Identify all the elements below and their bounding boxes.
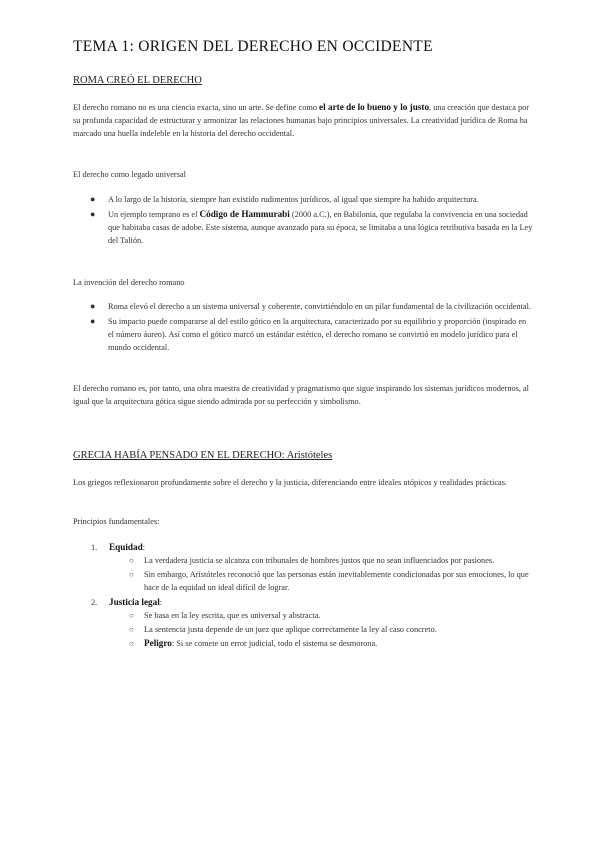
circle-bullet-icon: ○: [129, 556, 134, 565]
principios-label: Principios fundamentales:: [73, 517, 160, 526]
roma-intro-bold: el arte de lo bueno y lo justo: [319, 102, 430, 112]
bullet-icon: ●: [90, 209, 96, 219]
principio-sublist: [109, 554, 533, 594]
legado-list: [73, 193, 533, 249]
principio-item: 1. Equidad: ○ La verdadera justicia se alcanza con tribunales de hombres justos que no sean influenciados por pasiones. ○ Sin embargo, Aristóteles reconoció que las personas están inevitablemente condicionadas por sus emociones, lo que hace de la equidad un ideal difícil de lograr.: [73, 541, 533, 594]
circle-bullet-icon: ○: [129, 570, 134, 579]
circle-bullet-icon: ○: [129, 611, 134, 620]
bullet-icon: ●: [90, 194, 96, 204]
subitem-text: Sin embargo, Aristóteles reconoció que las personas están inevitablemente condicionadas por sus emociones, lo que hace de la equidad un ideal difícil de lograr.: [144, 570, 529, 592]
list-item: [73, 208, 533, 247]
list-number: 2.: [91, 598, 98, 607]
bullet-icon: ●: [90, 316, 96, 326]
subitem-text: La sentencia justa depende de un juez que aplique correctamente la ley al caso concreto.: [144, 625, 437, 634]
sub-list-item: [109, 554, 533, 567]
legado-item-text: Un ejemplo temprano es el: [108, 210, 200, 219]
principio-item: 2. Justicia legal: ○ Se basa en la ley escrita, que es universal y abstracta. ○ La sentencia justa depende de un juez que aplique correctamente la ley al caso concreto. ○ Peligro: Si se comete un error judicial, todo el sistema se desmorona.: [73, 596, 533, 650]
circle-bullet-icon: ○: [129, 625, 134, 634]
roma-intro-text-a: El derecho romano no es una ciencia exacta, sino un arte. Se define como: [73, 103, 320, 112]
principios-list: [73, 541, 533, 651]
list-item: [73, 300, 533, 313]
principio-sublist: [109, 609, 533, 650]
principio-label: Justicia legal: [109, 597, 160, 607]
list-item: [73, 193, 533, 206]
invencion-item-text: Roma elevó el derecho a un sistema universal y coherente, convirtiéndolo en un pilar fundamental de la civilización occidental.: [108, 302, 531, 311]
list-item: [73, 315, 533, 354]
subitem-text: : Si se comete un error judicial, todo el sistema se desmorona.: [171, 639, 378, 648]
sub-list-item: [109, 568, 533, 594]
roma-intro-text-b: , una creación que destaca por su profunda capacidad de estructurar y armonizar las relaciones humanas bajo principios universales. La creatividad jurídica de Roma ha marcado una huella indeleble en la historia del derecho occidental.: [73, 103, 530, 138]
hammurabi-bold: Código de Hammurabi: [199, 209, 290, 219]
section-heading-roma: ROMA CREÓ EL DERECHO: [73, 75, 202, 86]
roma-conclusion: El derecho romano es, por tanto, una obra maestra de creatividad y pragmatismo que sigue inspirando los sistemas jurídicos modernos, al igual que la arquitectura gótica sigue siendo admirada por su perfección y simbolismo.: [73, 384, 529, 406]
peligro-bold: Peligro: [144, 638, 172, 648]
legado-item-text: A lo largo de la historia, siempre han existido rudimentos jurídicos, al igual que siempre ha habido arquitectura.: [108, 195, 479, 204]
invencion-item-text: Su impacto puede compararse al del estilo gótico en la arquitectura, caracterizado por su equilibrio y proporción (inspirado en el número áureo). Así como el gótico marcó un estándar estético, el derecho romano se convirtió en modelo jurídico para el mundo occidental.: [108, 317, 527, 352]
sub-list-item: [109, 609, 533, 622]
document-title: TEMA 1: ORIGEN DEL DERECHO EN OCCIDENTE: [73, 38, 433, 55]
circle-bullet-icon: ○: [129, 639, 134, 648]
sub-list-item: [109, 637, 533, 650]
legado-label: El derecho como legado universal: [73, 170, 186, 179]
legado-item-text: (2000 a.C.), en Babilonia, que regulaba la convivencia en una sociedad que habitaba casas de adobe. Este sistema, aunque avanzado para su época, se limitaba a una lógica retributiva basada en la Ley del Talión.: [108, 210, 533, 245]
principio-label: Equidad: [109, 542, 143, 552]
grecia-intro: Los griegos reflexionaron profundamente sobre el derecho y la justicia, diferenciando entre ideales utópicos y realidades prácticas.: [73, 478, 508, 487]
invencion-label: La invención del derecho romano: [73, 278, 185, 287]
list-number: 1.: [91, 543, 98, 552]
subitem-text: La verdadera justicia se alcanza con tribunales de hombres justos que no sean influenciados por pasiones.: [144, 556, 495, 565]
subitem-text: Se basa en la ley escrita, que es universal y abstracta.: [144, 611, 321, 620]
bullet-icon: ●: [90, 301, 96, 311]
invencion-list: [73, 300, 533, 356]
sub-list-item: [109, 623, 533, 636]
roma-intro-paragraph: [73, 101, 533, 140]
section-heading-grecia: GRECIA HABÍA PENSADO EN EL DERECHO: Aristóteles: [73, 450, 333, 461]
